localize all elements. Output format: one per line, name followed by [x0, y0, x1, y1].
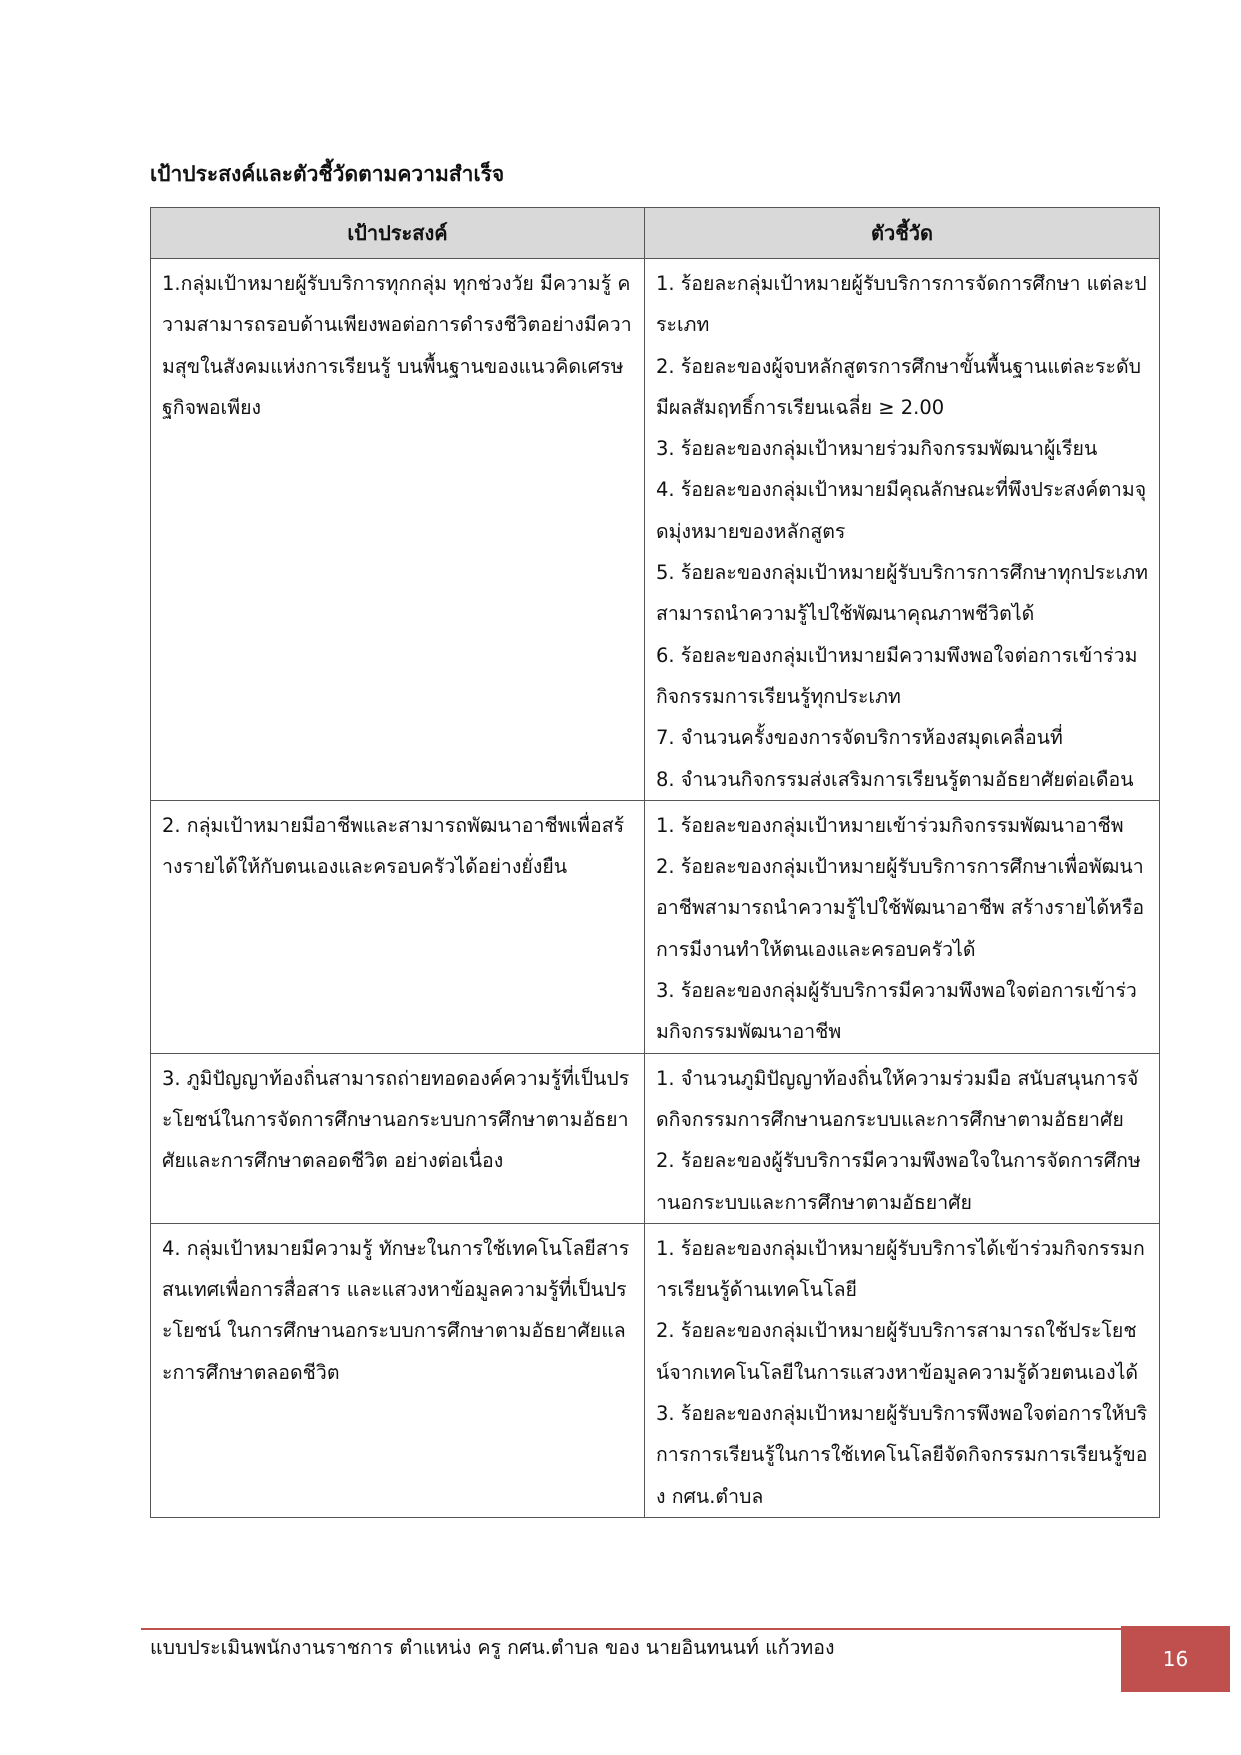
- indicator-item: 1. ร้อยละของกลุ่มเป้าหมายผู้รับบริการได้เข้าร่วมกิจกรรมการเรียนรู้ด้านเทคโนโลยี: [656, 1236, 1145, 1302]
- indicator-item: 5. ร้อยละของกลุ่มเป้าหมายผู้รับบริการการศึกษาทุกประเภทสามารถนำความรู้ไปใช้พัฒนาคุณภาพชีวิตได้: [656, 561, 1149, 626]
- page-number-badge: [1121, 1626, 1230, 1692]
- indicator-item: 7. จำนวนครั้งของการจัดบริการห้องสมุดเคลื่อนที่: [656, 726, 1063, 750]
- goal-cell: 4. กลุ่มเป้าหมายมีความรู้ ทักษะในการใช้เทคโนโลยีสารสนเทศเพื่อการสื่อสาร และแสวงหาข้อมูลความรู้ที่เป็นประโยชน์ ในการศึกษานอกระบบการศึกษาตามอัธยาศัยและการศึกษาตลอดชีวิต: [151, 1223, 645, 1517]
- goals-indicators-table: [150, 207, 1160, 1518]
- indicator-item: 2. ร้อยละของกลุ่มเป้าหมายผู้รับบริการสามารถใช้ประโยชน์จากเทคโนโลยีในการแสวงหาข้อมูลความรู้ด้วยตนเองได้: [656, 1319, 1139, 1384]
- page-heading: เป้าประสงค์และตัวชี้วัดตามความสำเร็จ: [150, 162, 505, 186]
- indicator-item: 6. ร้อยละของกลุ่มเป้าหมายมีความพึงพอใจต่อการเข้าร่วมกิจกรรมการเรียนรู้ทุกประเภท: [656, 643, 1138, 708]
- indicator-item: 1. ร้อยละกลุ่มเป้าหมายผู้รับบริการการจัดการศึกษา แต่ละประเภท: [656, 272, 1147, 337]
- page-number: 16: [1162, 1647, 1189, 1671]
- table-row: [151, 1053, 1160, 1223]
- indicator-item: 3. ร้อยละของกลุ่มเป้าหมายร่วมกิจกรรมพัฒนาผู้เรียน: [656, 437, 1098, 461]
- indicator-item: 2. ร้อยละของผู้จบหลักสูตรการศึกษาขั้นพื้นฐานแต่ละระดับมีผลสัมฤทธิ์การเรียนเฉลี่ย ≥ 2.00: [656, 354, 1142, 419]
- indicator-cell: [645, 1223, 1160, 1517]
- table-row: [151, 800, 1160, 1053]
- goal-cell: 1.กลุ่มเป้าหมายผู้รับบริการทุกกลุ่ม ทุกช่วงวัย มีความรู้ ความสามารถรอบด้านเพียงพอต่อการดำรงชีวิตอย่างมีความสุขในสังคมแห่งการเรียนรู้ บนพื้นฐานของแนวคิดเศรษฐกิจพอเพียง: [151, 259, 645, 801]
- table-row: [151, 1223, 1160, 1517]
- footer-divider: [141, 1628, 1121, 1630]
- indicator-item: 2. ร้อยละของกลุ่มเป้าหมายผู้รับบริการการศึกษาเพื่อพัฒนาอาชีพสามารถนำความรู้ไปใช้พัฒนาอาชีพ สร้างรายได้หรือการมีงานทำให้ตนเองและครอบครัวได้: [656, 855, 1145, 961]
- goal-cell: 2. กลุ่มเป้าหมายมีอาชีพและสามารถพัฒนาอาชีพเพื่อสร้างรายได้ให้กับตนเองและครอบครัวได้อย่างยั่งยืน: [151, 800, 645, 1053]
- header-goal: เป้าประสงค์: [151, 208, 645, 259]
- indicator-item: 2. ร้อยละของผู้รับบริการมีความพึงพอใจในการจัดการศึกษานอกระบบและการศึกษาตามอัธยาศัย: [656, 1149, 1141, 1214]
- table-header-row: [151, 208, 1160, 259]
- header-indicator: ตัวชี้วัด: [645, 208, 1160, 259]
- indicator-cell: [645, 800, 1160, 1053]
- indicator-cell: [645, 1053, 1160, 1223]
- indicator-item: 8. จำนวนกิจกรรมส่งเสริมการเรียนรู้ตามอัธยาศัยต่อเดือน: [656, 767, 1134, 791]
- table-row: [151, 259, 1160, 801]
- indicator-item: 4. ร้อยละของกลุ่มเป้าหมายมีคุณลักษณะที่พึงประสงค์ตามจุดมุ่งหมายของหลักสูตร: [656, 478, 1147, 543]
- indicator-item: 3. ร้อยละของกลุ่มเป้าหมายผู้รับบริการพึงพอใจต่อการให้บริการการเรียนรู้ในการใช้เทคโนโลยีจัดกิจกรรมการเรียนรู้ของ กศน.ตำบล: [656, 1402, 1148, 1508]
- indicator-item: 1. ร้อยละของกลุ่มเป้าหมายเข้าร่วมกิจกรรมพัฒนาอาชีพ: [656, 813, 1124, 837]
- goal-cell: 3. ภูมิปัญญาท้องถิ่นสามารถถ่ายทอดองค์ความรู้ที่เป็นประโยชน์ในการจัดการศึกษานอกระบบการศึกษาตามอัธยาศัยและการศึกษาตลอดชีวิต อย่างต่อเนื่อง: [151, 1053, 645, 1223]
- indicator-item: 1. จำนวนภูมิปัญญาท้องถิ่นให้ความร่วมมือ สนับสนุนการจัดกิจกรรมการศึกษานอกระบบและการศึกษาตามอัธยาศัย: [656, 1066, 1139, 1131]
- indicator-cell: [645, 259, 1160, 801]
- footer-text: แบบประเมินพนักงานราชการ ตำแหน่ง ครู กศน.ตำบล ของ นายอินทนนท์ แก้วทอง: [150, 1636, 835, 1659]
- indicator-item: 3. ร้อยละของกลุ่มผู้รับบริการมีความพึงพอใจต่อการเข้าร่วมกิจกรรมพัฒนาอาชีพ: [656, 979, 1137, 1044]
